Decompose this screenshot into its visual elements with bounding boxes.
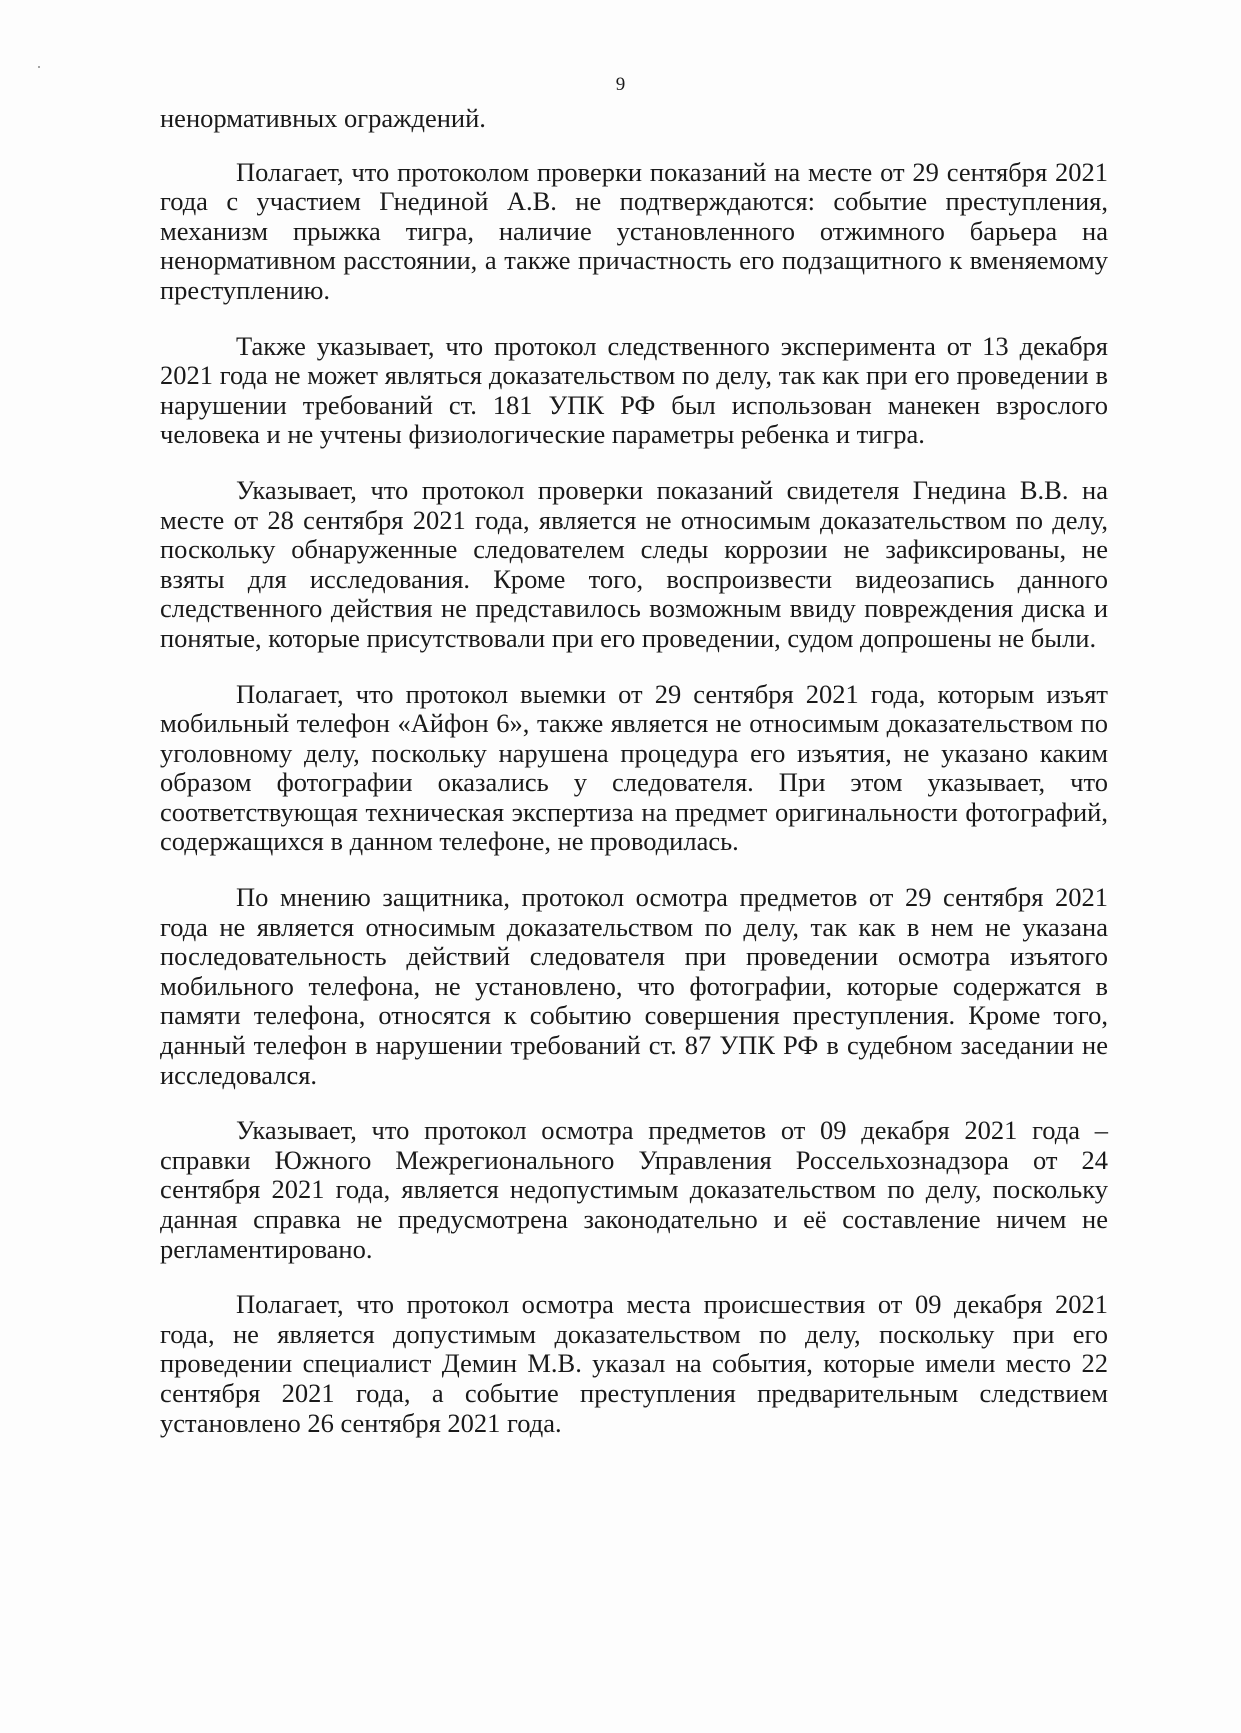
paragraph-3: Также указывает, что протокол следственного эксперимента от 13 декабря 2021 года не может являться доказательством по делу, так как при его проведении в нарушении требований ст. 181 УПК РФ был использован манекен взрослого человека и не учтены физиологические параметры ребенка и тигра.	[160, 330, 1108, 450]
paragraph-2: Полагает, что протоколом проверки показаний на месте от 29 сентября 2021 года с участием Гнединой А.В. не подтверждаются: событие преступления, механизм прыжка тигра, наличие установленного отжимного барьера на ненормативном расстоянии, а также причастность его подзащитного к вменяемому преступлению.	[160, 156, 1108, 305]
paragraph-1: ненормативных ограждений.	[160, 103, 486, 133]
paragraph-6: По мнению защитника, протокол осмотра предметов от 29 сентября 2021 года не является относимым доказательством по делу, так как в нем не указана последовательность действий следователя при проведении осмотра изъятого мобильного телефона, не установлено, что фотографии, которые содержатся в памяти телефона, относятся к событию совершения преступления. Кроме того, данный телефон в нарушении требований ст. 87 УПК РФ в судебном заседании не исследовался.	[160, 882, 1108, 1090]
page-number: 9	[615, 74, 626, 95]
paragraph-7: Указывает, что протокол осмотра предметов от 09 декабря 2021 года – справки Южного Межрегионального Управления Россельхознадзора от 24 сентября 2021 года, является недопустимым доказательством по делу, поскольку данная справка не предусмотрена законодательно и её составление ничем не регламентировано.	[160, 1115, 1108, 1264]
paragraph-5: Полагает, что протокол выемки от 29 сентября 2021 года, которым изъят мобильный телефон «Айфон 6», также является не относимым доказательством по уголовному делу, поскольку нарушена процедура его изъятия, не указано каким образом фотографии оказались у следователя. При этом указывает, что соответствующая техническая экспертиза на предмет оригинальности фотографий, содержащихся в данном телефоне, не проводилась.	[160, 678, 1108, 857]
scan-artifact	[38, 66, 40, 68]
paragraph-8: Полагает, что протокол осмотра места происшествия от 09 декабря 2021 года, не является допустимым доказательством по делу, поскольку при его проведении специалист Демин М.В. указал на события, которые имели место 22 сентября 2021 года, а событие преступления предварительным следствием установлено 26 сентября 2021 года.	[160, 1289, 1108, 1438]
paragraph-4: Указывает, что протокол проверки показаний свидетеля Гнедина В.В. на месте от 28 сентября 2021 года, является не относимым доказательством по делу, поскольку обнаруженные следователем следы коррозии не зафиксированы, не взяты для исследования. Кроме того, воспроизвести видеозапись данного следственного действия не представилось возможным ввиду повреждения диска и понятые, которые присутствовали при его проведении, судом допрошены не были.	[160, 474, 1108, 653]
document-body	[160, 104, 1108, 1464]
